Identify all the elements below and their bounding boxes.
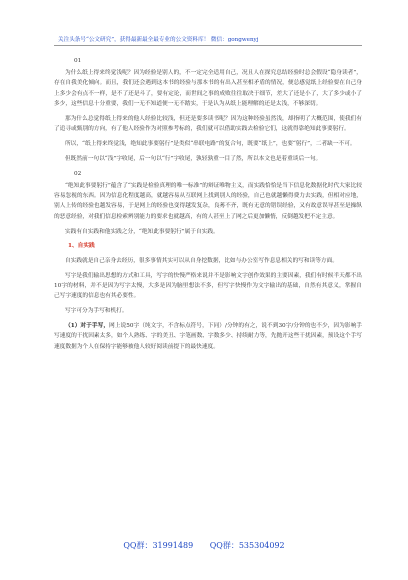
paragraph: 为什么纸上得来终觉浅呢？因为经验是别人的，不一定完全适用自己，况且人在探究总结经验时总会假设“隐身读者”，存在自我美化倾向。而且，我们还会遇到这本书的经验与那本书的有出入甚至相矛盾的情况，便总感觉纸上经验要在自己身上多少会有点不一样，是不了还是斗了，要有定论，而世间之事的成败往往取决于细节，差大了还是小了，大了多少或小了多少，这些信息十分重要，我们一无不知道便一无不踏实，于是认为从纸上能理解的还是太浅，不够深切。 [54, 69, 362, 108]
page-header: 关注头条号“公文研究”，获得最新最全最专业的公文资料库！ 微信：gongwenyj [58, 37, 259, 43]
page-footer [0, 540, 408, 551]
paragraph: 写字可分为手写和机打。 [65, 308, 128, 315]
bold-lead-text: （1）对于手写， [65, 323, 110, 330]
qq-group-2: QQ群：535304092 [209, 541, 285, 550]
paragraph: 写字是我们输出思想的方式和工具，写字的快慢严格来说并不是影响文字创作效果的主要因素，我们有时候半天都不出10字的材料，并不是因为写字太慢，大多是因为脑里想法不多，但写字快慢作为文字输出的基础，自然有其意义，掌握自己写字速度的信息也有其必要性。 [54, 272, 362, 300]
paragraph-text: 网上说50字（纯文字，不含标点符号，下同）/分钟的有之，说不到30字/分钟的也不少，因为影响手写速度的干扰因素太多，如个人熟练、字的美丑、字笔画数、字数多少、持续耐力等，先抛开这些干扰因素，预设这个手写速度数据为个人在保持字能够被他人较好阅读前提下的最快速度。 [54, 323, 362, 350]
section-number-02: 02 [74, 170, 82, 177]
document-body [54, 56, 362, 357]
section-number-01: 01 [74, 58, 82, 64]
paragraph: “绝知此事要躬行”蕴含了“实践是检验真理的唯一标准”的辩证唯物主义，而实践恰恰是当下信息化数据化时代大家比较容易忽视的东西。因为信息化程度越高，就越容易从互联网上找到别人的经验，自己也就越懒得费力去实践，但相对应地，别人上传的经验也越发容易，于是网上的经验也变得越发复杂，良莠不齐，既有无意的错误经验，又有故意误导甚至是操纵的恶意经验，对我们信息检索辨别能力的要求也就越高，有的人甚至上了网之后更加懒惰，反倒越发把不定主意。 [54, 182, 362, 220]
paragraph: 实践有自实践和他实践之分，“绝知此事要躬行”属于自实践。 [65, 228, 219, 235]
qq-group-1: QQ群：31991489 [123, 541, 194, 550]
paragraph: 所以，“纸上得来终觉浅，绝知此事要躬行”是类似“串联电路”的复合句，既要“纸上”，也要“躬行”，二者缺一不可。 [65, 141, 356, 148]
section-heading: 1、自实践 [68, 243, 95, 250]
paragraph: 自实践就是自己亲身去经历，很多事情其实可以从自身挖数据，比如与办公室写作息息相关的写和读等方面。 [65, 257, 338, 264]
paragraph: 那为什么总觉得纸上得来的他人经验比较浅，但还是要多读书呢？因为这种经验虽然浅，却指明了大概范围，使我们有了追寻或甄别的方向，有了他人经验作为对照参考标的，我们就可以借助实践去检验它们，这就得靠绝知此事要躬行。 [54, 115, 362, 133]
header-divider [54, 45, 362, 46]
paragraph: 但既然前一句以“浅”字收尾，后一句以“行”字收尾，孰轻孰重一目了然，所以本文也是着重谈后一句。 [65, 155, 322, 162]
paragraph-handwriting [54, 321, 362, 352]
